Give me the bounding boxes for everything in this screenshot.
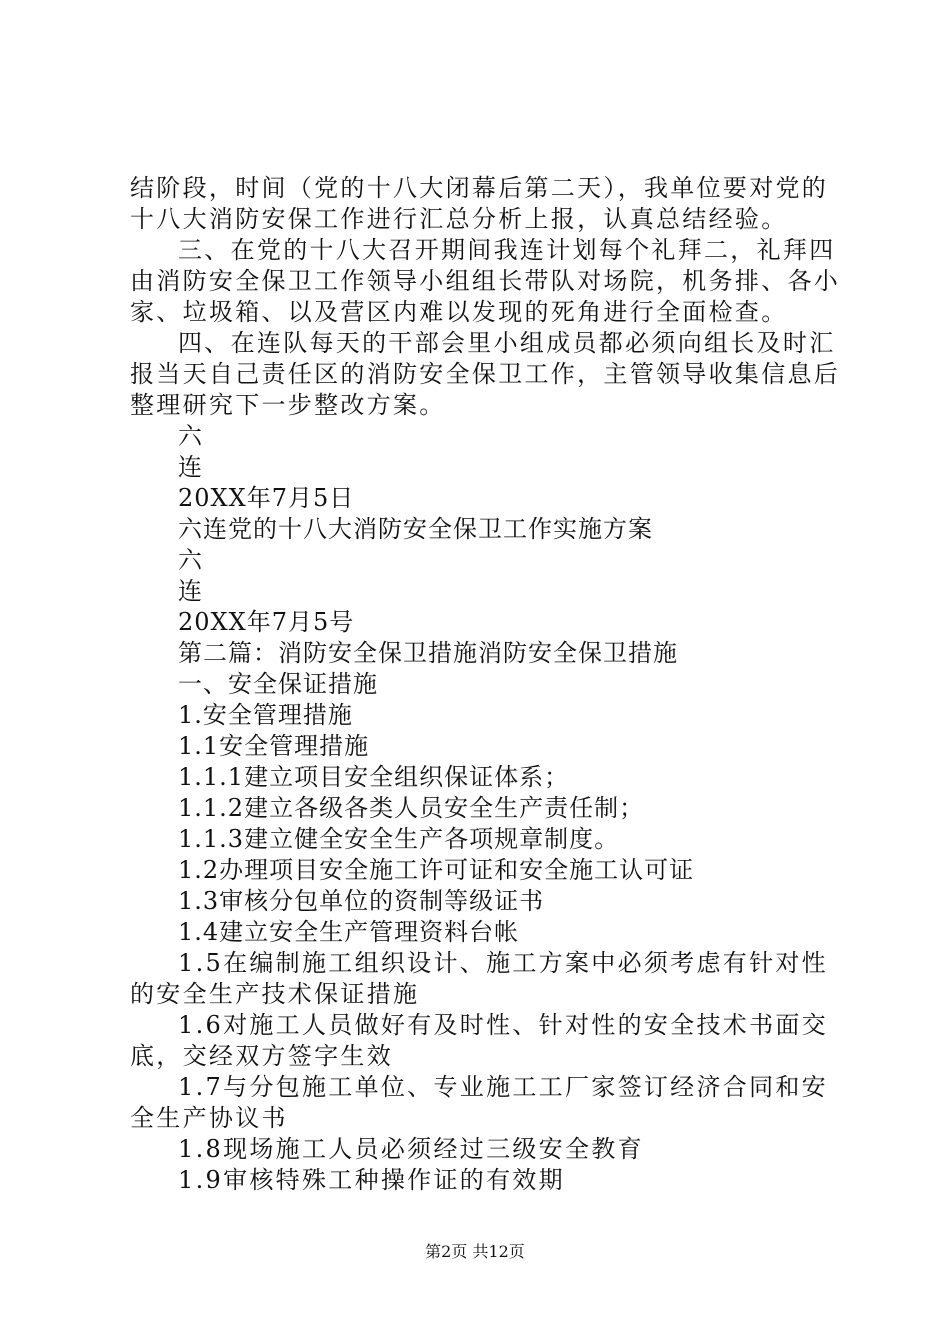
list-item: 1.安全管理措施 — [178, 701, 353, 729]
list-item: 1.1安全管理措施 — [178, 732, 370, 760]
signature-date: 20XX年7月5号 — [178, 608, 355, 636]
text-line: 1.6对施工人员做好有及时性、针对性的安全技术书面交 — [178, 1011, 828, 1039]
text-line: 的安全生产技术保证措施 — [130, 980, 420, 1008]
text-line: 1.8现场施工人员必须经过三级安全教育 — [178, 1135, 644, 1163]
signature-date: 20XX年7月5日 — [178, 484, 355, 512]
list-item: 1.1.3建立健全安全生产各项规章制度。 — [178, 825, 620, 853]
section-title: 第二篇：消防安全保卫措施消防安全保卫措施 — [178, 639, 678, 667]
list-item: 1.1.2建立各级各类人员安全生产责任制； — [178, 794, 645, 822]
text-line: 报当天自己责任区的消防安全保卫工作，主管领导收集信息后 — [130, 360, 841, 388]
list-item — [130, 1134, 830, 1165]
paragraph — [130, 328, 841, 421]
text-line: 1.5在编制施工组织设计、施工方案中必须考虑有针对性 — [178, 949, 828, 977]
signature-line: 连 — [178, 577, 203, 605]
text-line: 底，交经双方签字生效 — [130, 1042, 393, 1070]
page-footer: 第2页 共12页 — [425, 1242, 525, 1261]
text-line: 全生产协议书 — [130, 1104, 288, 1132]
list-item: 一、安全保证措施 — [178, 670, 378, 698]
text-line: 四、在连队每天的干部会里小组成员都必须向组长及时汇 — [178, 329, 836, 357]
list-item — [130, 1165, 830, 1196]
text-line: 由消防安全保卫工作领导小组组长带队对场院，机务排、各小 — [130, 267, 841, 295]
text-line: 家、垃圾箱、以及营区内难以发现的死角进行全面检查。 — [130, 298, 788, 326]
signature-block — [130, 421, 830, 514]
paragraph — [130, 235, 841, 328]
signature-line: 六 — [178, 422, 203, 450]
list-item: 1.3审核分包单位的资制等级证书 — [178, 887, 545, 915]
signature-block — [130, 545, 830, 638]
measure-list — [130, 669, 830, 948]
list-item — [130, 1072, 830, 1134]
plan-title: 六连党的十八大消防安全保卫工作实施方案 — [178, 515, 653, 543]
signature-line: 六 — [178, 546, 203, 574]
text-line: 整理研究下一步整改方案。 — [130, 391, 446, 419]
text-line: 三、在党的十八大召开期间我连计划每个礼拜二，礼拜四 — [178, 236, 836, 264]
text-line: 1.9审核特殊工种操作证的有效期 — [178, 1166, 565, 1194]
text-line: 十八大消防安保工作进行汇总分析上报，认真总结经验。 — [130, 205, 788, 233]
text-line: 1.7与分包施工单位、专业施工工厂家签订经济合同和安 — [178, 1073, 828, 1101]
list-item: 1.2办理项目安全施工许可证和安全施工认可证 — [178, 856, 695, 884]
signature-line: 连 — [178, 453, 203, 481]
list-item: 1.4建立安全生产管理资料台帐 — [178, 918, 520, 946]
paragraph — [130, 173, 830, 235]
text-line: 结阶段，时间（党的十八大闭幕后第二天），我单位要对党的 — [130, 174, 829, 202]
list-item — [130, 1010, 830, 1072]
list-item: 1.1.1建立项目安全组织保证体系； — [178, 763, 570, 791]
document-body — [130, 173, 841, 1196]
list-item — [130, 948, 830, 1010]
